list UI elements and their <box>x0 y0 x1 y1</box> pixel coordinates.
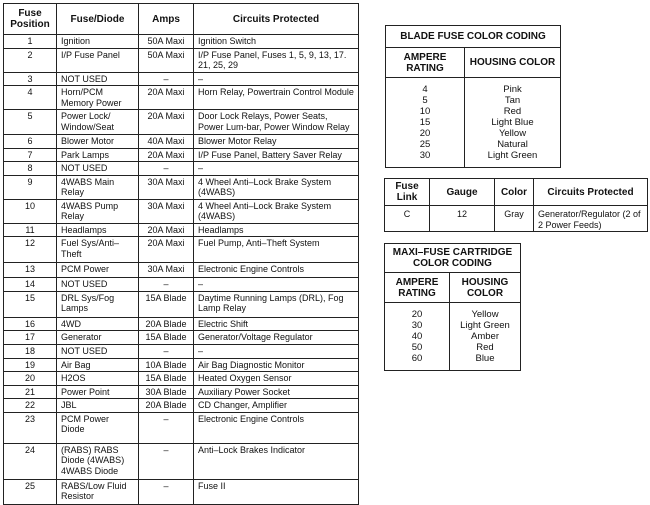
table-row <box>4 263 359 278</box>
cell-fuse-diode: 4WABS Main Relay <box>57 175 139 199</box>
cell-position: 11 <box>4 223 57 237</box>
cell-amps: 20A Maxi <box>139 237 194 263</box>
cell-circuits: – <box>194 345 359 359</box>
table-row <box>4 148 359 162</box>
blade-fuse-color-table <box>385 25 561 168</box>
cell-amps: 20A Maxi <box>139 86 194 110</box>
list-item: Natural <box>497 139 528 150</box>
cell-amps: 15A Blade <box>139 372 194 386</box>
cell-amps: 20A Maxi <box>139 148 194 162</box>
maxi-header-rating: AMPERE RATING <box>385 273 450 303</box>
cell-position: 12 <box>4 237 57 263</box>
cell-amps: 30A Blade <box>139 385 194 399</box>
table-row <box>4 291 359 317</box>
table-row <box>4 48 359 72</box>
cell-circuits: Generator/Voltage Regulator <box>194 331 359 345</box>
cell-fuse-diode: Power Lock/ Window/Seat <box>57 110 139 135</box>
link-cell: 12 <box>430 206 495 232</box>
blade-colors <box>465 78 561 168</box>
table-row <box>4 278 359 292</box>
list-item: 30 <box>419 150 431 161</box>
cell-fuse-diode: (RABS) RABS Diode (4WABS) 4WABS Diode <box>57 443 139 479</box>
link-header-gauge: Gauge <box>430 179 495 206</box>
cell-amps: 30A Maxi <box>139 263 194 278</box>
header-circuits: Circuits Protected <box>194 4 359 35</box>
list-item: Pink <box>503 84 522 95</box>
table-row <box>4 372 359 386</box>
cell-fuse-diode: Generator <box>57 331 139 345</box>
cell-circuits: Auxiliary Power Socket <box>194 385 359 399</box>
cell-fuse-diode: Fuel Sys/Anti–Theft <box>57 237 139 263</box>
cell-position: 16 <box>4 317 57 331</box>
cell-position: 25 <box>4 479 57 504</box>
table-row <box>4 399 359 413</box>
cell-fuse-diode: 4WABS Pump Relay <box>57 199 139 223</box>
table-row <box>4 385 359 399</box>
cell-fuse-diode: PCM Power Diode <box>57 412 139 443</box>
cell-position: 14 <box>4 278 57 292</box>
cell-fuse-diode: Park Lamps <box>57 148 139 162</box>
list-item: 25 <box>419 139 431 150</box>
cell-fuse-diode: Ignition <box>57 35 139 49</box>
link-cell: C <box>385 206 430 232</box>
cell-fuse-diode: I/P Fuse Panel <box>57 48 139 72</box>
cell-position: 23 <box>4 412 57 443</box>
cell-circuits: – <box>194 72 359 86</box>
cell-circuits: – <box>194 162 359 176</box>
cell-fuse-diode: NOT USED <box>57 345 139 359</box>
list-item: Yellow <box>498 128 527 139</box>
maxi-fuse-color-table <box>384 243 521 371</box>
list-item: 15 <box>419 117 431 128</box>
link-header-fuse-link: Fuse Link <box>385 179 430 206</box>
table-row <box>4 237 359 263</box>
cell-amps: – <box>139 345 194 359</box>
cell-circuits: Electronic Engine Controls <box>194 263 359 278</box>
cell-amps: 50A Maxi <box>139 48 194 72</box>
cell-position: 18 <box>4 345 57 359</box>
link-header-circuits: Circuits Protected <box>534 179 648 206</box>
list-item: Red <box>503 106 522 117</box>
cell-position: 4 <box>4 86 57 110</box>
cell-amps: 20A Maxi <box>139 223 194 237</box>
list-item: 50 <box>411 342 423 353</box>
list-item: Yellow <box>471 309 499 320</box>
table-row <box>4 223 359 237</box>
cell-position: 5 <box>4 110 57 135</box>
cell-position: 9 <box>4 175 57 199</box>
cell-position: 10 <box>4 199 57 223</box>
table-row <box>4 345 359 359</box>
blade-header-color: HOUSING COLOR <box>465 48 561 78</box>
maxi-colors <box>450 303 521 371</box>
table-row <box>4 443 359 479</box>
list-item: Amber <box>471 331 499 342</box>
list-item: 60 <box>411 353 423 364</box>
cell-circuits: I/P Fuse Panel, Battery Saver Relay <box>194 148 359 162</box>
cell-position: 22 <box>4 399 57 413</box>
maxi-header-color: HOUSING COLOR <box>450 273 521 303</box>
cell-position: 1 <box>4 35 57 49</box>
cell-fuse-diode: DRL Sys/Fog Lamps <box>57 291 139 317</box>
list-item: 4 <box>422 84 428 95</box>
cell-circuits: 4 Wheel Anti–Lock Brake System (4WABS) <box>194 199 359 223</box>
cell-amps: 15A Blade <box>139 291 194 317</box>
cell-fuse-diode: NOT USED <box>57 162 139 176</box>
cell-circuits: Fuse II <box>194 479 359 504</box>
cell-position: 17 <box>4 331 57 345</box>
blade-ratings <box>386 78 465 168</box>
cell-fuse-diode: 4WD <box>57 317 139 331</box>
cell-amps: – <box>139 479 194 504</box>
cell-circuits: Blower Motor Relay <box>194 135 359 149</box>
list-item: 30 <box>411 320 423 331</box>
cell-position: 6 <box>4 135 57 149</box>
header-fuse-diode: Fuse/Diode <box>57 4 139 35</box>
cell-amps: 30A Maxi <box>139 199 194 223</box>
cell-position: 13 <box>4 263 57 278</box>
blade-title: BLADE FUSE COLOR CODING <box>386 26 561 48</box>
maxi-title: MAXI–FUSE CARTRIDGE COLOR CODING <box>385 244 521 273</box>
table-row <box>4 317 359 331</box>
cell-position: 7 <box>4 148 57 162</box>
cell-amps: 10A Blade <box>139 358 194 372</box>
cell-circuits: CD Changer, Amplifier <box>194 399 359 413</box>
table-row <box>4 412 359 443</box>
list-item: 10 <box>419 106 431 117</box>
cell-circuits: Ignition Switch <box>194 35 359 49</box>
cell-amps: – <box>139 443 194 479</box>
cell-position: 8 <box>4 162 57 176</box>
cell-position: 21 <box>4 385 57 399</box>
cell-amps: 30A Maxi <box>139 175 194 199</box>
cell-position: 3 <box>4 72 57 86</box>
list-item: Light Green <box>460 320 510 331</box>
cell-amps: – <box>139 412 194 443</box>
cell-fuse-diode: Power Point <box>57 385 139 399</box>
table-row <box>4 86 359 110</box>
cell-circuits: Horn Relay, Powertrain Control Module <box>194 86 359 110</box>
table-row <box>4 175 359 199</box>
cell-fuse-diode: Headlamps <box>57 223 139 237</box>
list-item: Blue <box>475 353 495 364</box>
cell-circuits: Headlamps <box>194 223 359 237</box>
table-row <box>4 331 359 345</box>
table-row <box>4 110 359 135</box>
cell-position: 24 <box>4 443 57 479</box>
list-item: Red <box>476 342 494 353</box>
cell-amps: 20A Blade <box>139 399 194 413</box>
cell-amps: – <box>139 278 194 292</box>
cell-position: 15 <box>4 291 57 317</box>
header-fuse-position: Fuse Position <box>4 4 57 35</box>
cell-position: 19 <box>4 358 57 372</box>
cell-fuse-diode: Air Bag <box>57 358 139 372</box>
cell-circuits: Electronic Engine Controls <box>194 412 359 443</box>
header-amps: Amps <box>139 4 194 35</box>
cell-circuits: 4 Wheel Anti–Lock Brake System (4WABS) <box>194 175 359 199</box>
fuse-table <box>3 3 359 505</box>
cell-fuse-diode: H2OS <box>57 372 139 386</box>
list-item: 20 <box>419 128 431 139</box>
list-item: Tan <box>504 95 521 106</box>
list-item: 5 <box>422 95 428 106</box>
table-row <box>4 199 359 223</box>
cell-circuits: Door Lock Relays, Power Seats, Power Lum-bar, Power Window Relay <box>194 110 359 135</box>
table-row <box>4 162 359 176</box>
cell-circuits: Electric Shift <box>194 317 359 331</box>
link-cell: Generator/Regulator (2 of 2 Power Feeds) <box>534 206 648 232</box>
table-row <box>4 35 359 49</box>
list-item: 40 <box>411 331 423 342</box>
cell-fuse-diode: Horn/PCM Memory Power <box>57 86 139 110</box>
cell-circuits: – <box>194 278 359 292</box>
cell-fuse-diode: JBL <box>57 399 139 413</box>
cell-fuse-diode: PCM Power <box>57 263 139 278</box>
table-row <box>4 358 359 372</box>
cell-circuits: Air Bag Diagnostic Monitor <box>194 358 359 372</box>
fuse-link-table <box>384 178 648 232</box>
cell-fuse-diode: NOT USED <box>57 72 139 86</box>
table-row <box>4 479 359 504</box>
table-row <box>4 72 359 86</box>
maxi-ratings <box>385 303 450 371</box>
cell-position: 2 <box>4 48 57 72</box>
list-item: Light Green <box>487 150 538 161</box>
cell-amps: – <box>139 72 194 86</box>
blade-header-rating: AMPERE RATING <box>386 48 465 78</box>
cell-position: 20 <box>4 372 57 386</box>
cell-amps: 20A Maxi <box>139 110 194 135</box>
cell-amps: – <box>139 162 194 176</box>
cell-fuse-diode: Blower Motor <box>57 135 139 149</box>
cell-amps: 40A Maxi <box>139 135 194 149</box>
cell-fuse-diode: NOT USED <box>57 278 139 292</box>
cell-circuits: I/P Fuse Panel, Fuses 1, 5, 9, 13, 17. 21, 25, 29 <box>194 48 359 72</box>
cell-amps: 50A Maxi <box>139 35 194 49</box>
link-header-color: Color <box>495 179 534 206</box>
cell-circuits: Heated Oxygen Sensor <box>194 372 359 386</box>
link-cell: Gray <box>495 206 534 232</box>
cell-amps: 15A Blade <box>139 331 194 345</box>
cell-amps: 20A Blade <box>139 317 194 331</box>
list-item: Light Blue <box>491 117 534 128</box>
table-row <box>4 135 359 149</box>
cell-circuits: Fuel Pump, Anti–Theft System <box>194 237 359 263</box>
cell-circuits: Daytime Running Lamps (DRL), Fog Lamp Relay <box>194 291 359 317</box>
cell-fuse-diode: RABS/Low Fluid Resistor <box>57 479 139 504</box>
cell-circuits: Anti–Lock Brakes Indicator <box>194 443 359 479</box>
list-item: 20 <box>411 309 423 320</box>
